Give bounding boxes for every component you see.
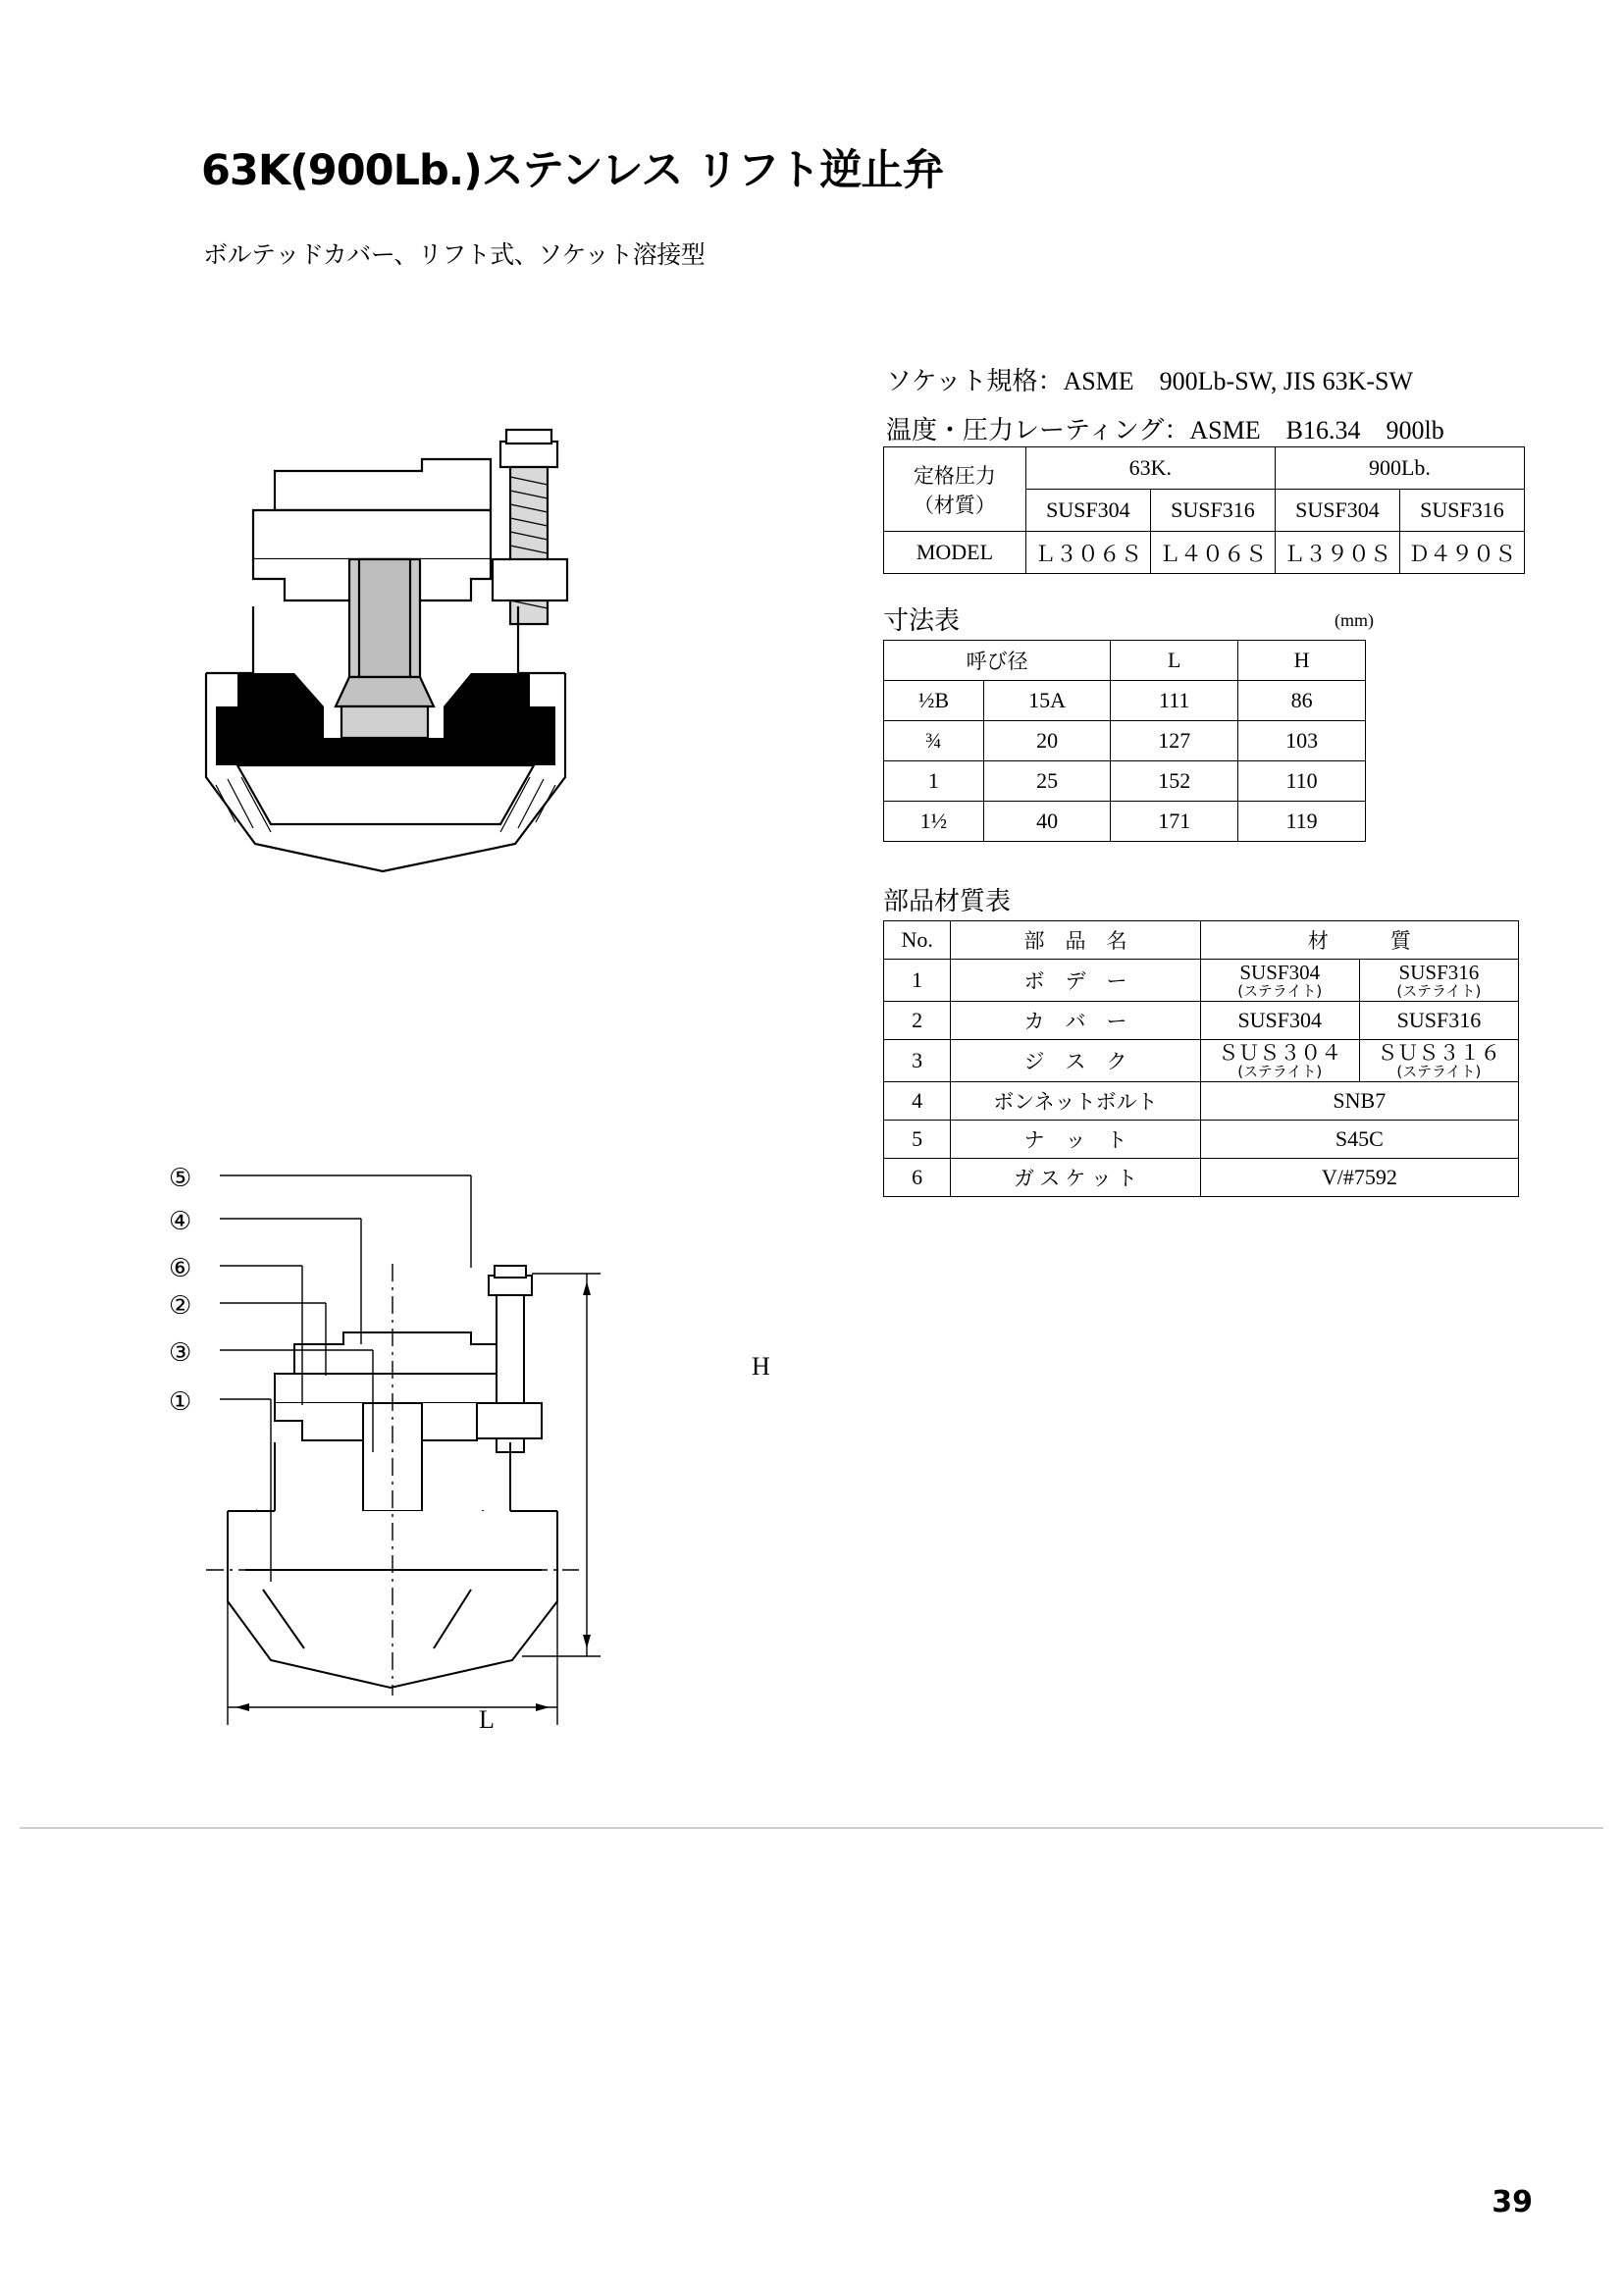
table-row	[884, 681, 1366, 721]
mat-no: 4	[884, 1082, 951, 1121]
mat-value-a-main: ＳＵＳ３０４	[1218, 1041, 1342, 1066]
dim-header-h: H	[1238, 641, 1366, 681]
mat-no: 2	[884, 1002, 951, 1040]
table-row	[884, 802, 1366, 842]
mat-value-a	[1200, 960, 1359, 1002]
mat-value-span: V/#7592	[1200, 1159, 1518, 1197]
mat-no: 3	[884, 1040, 951, 1082]
page-subtitle: ボルテッドカバー、リフト式、ソケット溶接型	[203, 240, 706, 269]
dim-value-h: 110	[1238, 761, 1366, 802]
mat-value-a: SUSF304	[1200, 1002, 1359, 1040]
dim-size-mm: 25	[983, 761, 1110, 802]
mat-value-b-sub: (ステライト)	[1396, 982, 1482, 1001]
dim-size-inch: ½B	[884, 681, 984, 721]
dimension-label-h: H	[752, 1352, 770, 1381]
model-cell: Ｄ４９０Ｓ	[1399, 532, 1524, 574]
dimension-table-heading: 寸法表	[883, 606, 961, 636]
mat-no: 1	[884, 960, 951, 1002]
mat-header-name: 部 品 名	[951, 921, 1200, 960]
callout-4: ④	[169, 1207, 192, 1236]
material-cell: SUSF304	[1275, 490, 1399, 532]
mat-part-name: ジ ス ク	[951, 1040, 1200, 1082]
socket-standard-text: ソケット規格：ASME 900Lb-SW, JIS 63K-SW	[886, 367, 1414, 395]
mat-value-b: SUSF316	[1359, 1002, 1518, 1040]
mat-part-name: ナ ッ ト	[951, 1121, 1200, 1159]
dimension-unit-label: (mm)	[1335, 610, 1374, 630]
dimension-table	[883, 640, 1366, 842]
dim-size-mm: 40	[983, 802, 1110, 842]
page-title: 63K(900Lb.)ステンレス リフト逆止弁	[201, 146, 944, 195]
mat-value-span: SNB7	[1200, 1082, 1518, 1121]
table-row	[884, 1082, 1519, 1121]
mat-no: 5	[884, 1121, 951, 1159]
material-table-heading: 部品材質表	[883, 887, 1012, 916]
table-row	[884, 721, 1366, 761]
mat-part-name: ボ デ ー	[951, 960, 1200, 1002]
dim-value-l: 152	[1111, 761, 1238, 802]
pressure-group-900lb: 900Lb.	[1275, 447, 1524, 490]
mat-value-a	[1200, 1040, 1359, 1082]
material-table	[883, 920, 1519, 1197]
dim-size-inch: 1	[884, 761, 984, 802]
dim-value-h: 86	[1238, 681, 1366, 721]
table-row	[884, 447, 1525, 490]
mat-value-b	[1359, 960, 1518, 1002]
temp-pressure-rating-text: 温度・圧力レーティング：ASME B16.34 900lb	[886, 416, 1444, 444]
dim-header-l: L	[1111, 641, 1238, 681]
model-label: MODEL	[884, 532, 1026, 574]
footer-divider	[20, 1827, 1603, 1829]
mat-value-a-sub: (ステライト)	[1237, 982, 1323, 1001]
callout-6: ⑥	[169, 1254, 192, 1283]
mat-value-b-main: SUSF316	[1398, 961, 1480, 984]
dim-size-mm: 15A	[983, 681, 1110, 721]
pressure-label-line2: （材質）	[913, 493, 996, 517]
table-row	[884, 1002, 1519, 1040]
valve-cutaway-drawing	[177, 412, 726, 1060]
table-row	[884, 761, 1366, 802]
material-cell: SUSF316	[1150, 490, 1275, 532]
material-cell: SUSF316	[1399, 490, 1524, 532]
pressure-group-63k: 63K.	[1025, 447, 1275, 490]
model-cell: Ｌ３０６Ｓ	[1025, 532, 1150, 574]
table-row	[884, 1159, 1519, 1197]
mat-value-b	[1359, 1040, 1518, 1082]
callout-2: ②	[169, 1291, 192, 1321]
mat-header-material: 材 質	[1200, 921, 1518, 960]
mat-value-a-sub: (ステライト)	[1237, 1063, 1323, 1081]
table-row	[884, 532, 1525, 574]
page-number: 39	[1492, 2185, 1533, 2219]
mat-part-name: ボンネットボルト	[951, 1082, 1200, 1121]
valve-dimension-drawing	[177, 1158, 864, 1766]
dim-value-l: 127	[1111, 721, 1238, 761]
dimension-label-l: L	[479, 1705, 495, 1734]
mat-part-name: カ バ ー	[951, 1002, 1200, 1040]
dim-value-l: 111	[1111, 681, 1238, 721]
callout-3: ③	[169, 1338, 192, 1368]
table-row	[884, 1040, 1519, 1082]
dim-size-mm: 20	[983, 721, 1110, 761]
mat-value-b-sub: (ステライト)	[1396, 1063, 1482, 1081]
mat-part-name: ガ ス ケ ッ ト	[951, 1159, 1200, 1197]
table-row	[884, 1121, 1519, 1159]
callout-5: ⑤	[169, 1164, 192, 1193]
mat-no: 6	[884, 1159, 951, 1197]
callout-1: ①	[169, 1387, 192, 1417]
mat-value-span: S45C	[1200, 1121, 1518, 1159]
dim-size-inch: ¾	[884, 721, 984, 761]
model-cell: Ｌ４０６Ｓ	[1150, 532, 1275, 574]
pressure-label-line1: 定格圧力	[913, 463, 996, 488]
table-row	[884, 960, 1519, 1002]
table-header-row	[884, 641, 1366, 681]
mat-header-no: No.	[884, 921, 951, 960]
table-header-row	[884, 921, 1519, 960]
dim-value-h: 119	[1238, 802, 1366, 842]
model-cell: Ｌ３９０Ｓ	[1275, 532, 1399, 574]
dim-value-l: 171	[1111, 802, 1238, 842]
dim-size-inch: 1½	[884, 802, 984, 842]
pressure-row-label	[884, 447, 1026, 532]
pressure-rating-table	[883, 446, 1525, 574]
mat-value-a-main: SUSF304	[1239, 961, 1321, 984]
dim-value-h: 103	[1238, 721, 1366, 761]
dim-header-size: 呼び径	[884, 641, 1111, 681]
material-cell: SUSF304	[1025, 490, 1150, 532]
mat-value-b-main: ＳＵＳ３１６	[1377, 1041, 1501, 1066]
